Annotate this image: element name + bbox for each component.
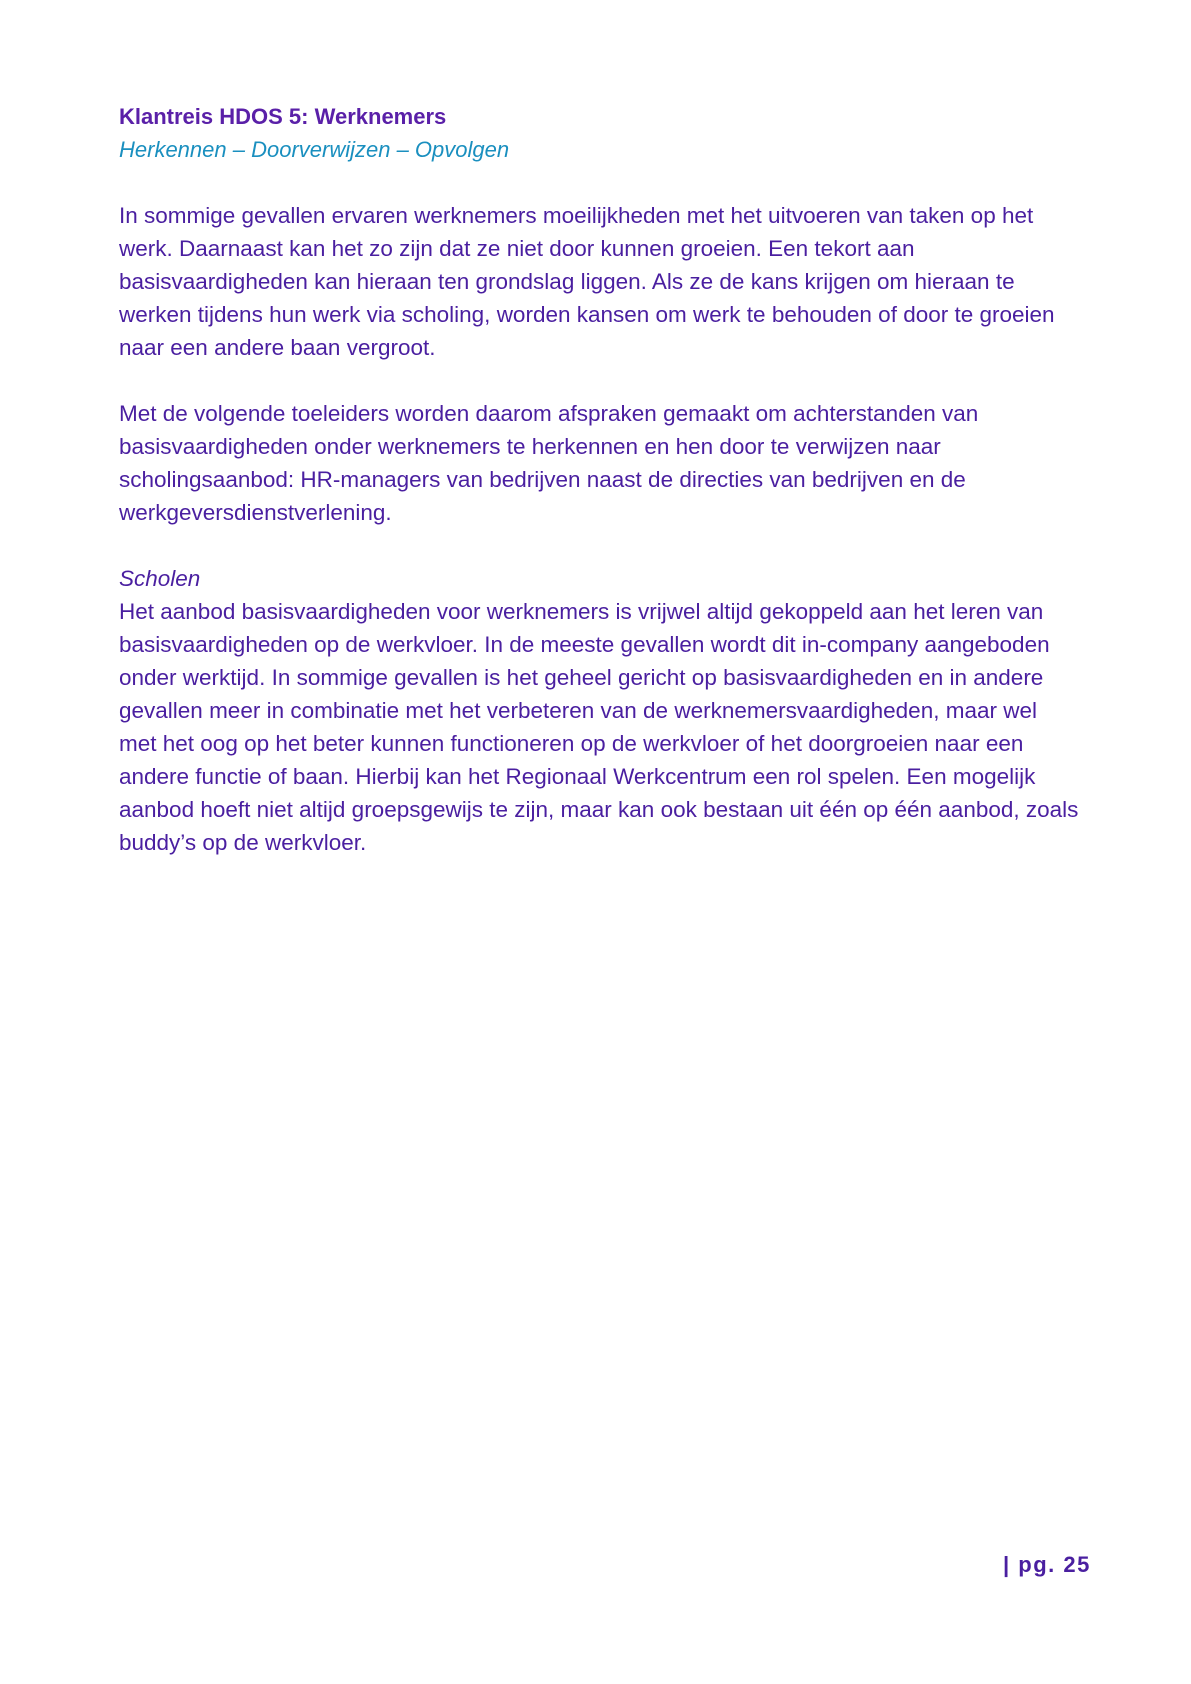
document-page — [119, 100, 1079, 892]
page-subtitle: Herkennen – Doorverwijzen – Opvolgen — [119, 137, 510, 162]
paragraph-toeleiders: Met de volgende toeleiders worden daarom afspraken gemaakt om achterstanden van basisvaardigheden onder werknemers te herkennen en hen door te verwijzen naar scholingsaanbod: HR-managers van bedrijven naast de directies van bedrijven en de werkgeversdienstverlening. — [119, 401, 979, 525]
paragraph-scholen: Het aanbod basisvaardigheden voor werknemers is vrijwel altijd gekoppeld aan het leren van basisvaardigheden op de werkvloer. In de meeste gevallen wordt dit in-company aangeboden onder werktijd. In sommige gevallen is het geheel gericht op basisvaardigheden en in andere gevallen meer in combinatie met het verbeteren van de werknemersvaardigheden, maar wel met het oog op het beter kunnen functioneren op de werkvloer of het doorgroeien naar een andere functie of baan. Hierbij kan het Regionaal Werkcentrum een rol spelen. Een mogelijk aanbod hoeft niet altijd groepsgewijs te zijn, maar kan ook bestaan uit één op één aanbod, zoals buddy’s op de werkvloer. — [119, 599, 1079, 855]
section-label-scholen: Scholen — [119, 566, 201, 591]
paragraph-intro: In sommige gevallen ervaren werknemers moeilijkheden met het uitvoeren van taken op het werk. Daarnaast kan het zo zijn dat ze niet door kunnen groeien. Een tekort aan basisvaardigheden kan hieraan ten grondslag liggen. Als ze de kans krijgen om hieraan te werken tijdens hun werk via scholing, worden kansen om werk te behouden of door te groeien naar een andere baan vergroot. — [119, 203, 1055, 360]
page-number: | pg. 25 — [1003, 1552, 1091, 1577]
page-title: Klantreis HDOS 5: Werknemers — [119, 104, 447, 129]
